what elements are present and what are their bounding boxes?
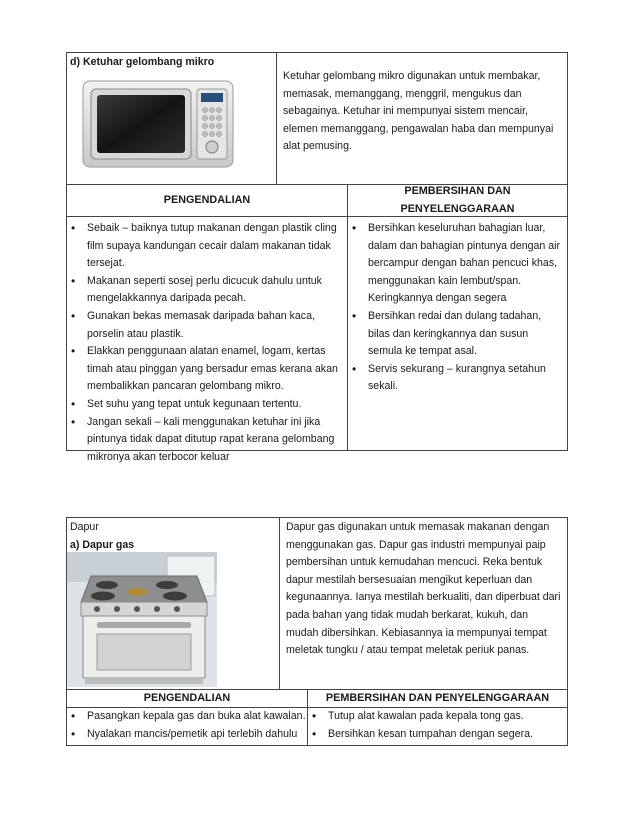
list-item: • Nyalakan mancis/pemetik api terlebih dahulu	[67, 726, 307, 744]
microwave-pembersihan-cell	[347, 217, 567, 450]
gas-stove-table	[66, 517, 568, 746]
list-item: • Elakkan penggunaan alatan enamel, logam, kertas timah atau pinggan yang bersadur emas kerana akan membalikkan pancaran gelombang mikro.	[67, 343, 339, 396]
stove-description-cell	[279, 518, 567, 689]
stove-header-pengendalian: PENGENDALIAN	[143, 691, 231, 704]
microwave-description: Ketuhar gelombang mikro digunakan untuk membakar, memasak, memanggang, menggril, mengukus dan sebagainya. Ketuhar ini mempunyai sistem mencair, elemen memanggang, pengawalan haba dan mempunyai alat pemusing.	[283, 70, 554, 153]
microwave-table	[66, 52, 568, 463]
stove-top-row	[67, 518, 567, 689]
list-item: • Sebaik – baiknya tutup makanan dengan plastik cling film supaya kandungan cecair dalam makanan tidak tersejat.	[67, 220, 339, 273]
stove-header-pembersihan: PEMBERSIHAN DAN PENYELENGGARAAN	[307, 690, 567, 707]
stove-body-row	[67, 707, 567, 745]
stove-title: a) Dapur gas	[70, 538, 135, 551]
list-item: • Gunakan bekas memasak daripada bahan kaca, porselin atau plastik.	[67, 308, 339, 343]
list-item: • Set suhu yang tepat untuk kegunaan tertentu.	[67, 396, 339, 414]
stove-header-row	[67, 689, 567, 707]
microwave-header-pengendalian: PENGENDALIAN	[163, 193, 251, 206]
microwave-title: d) Ketuhar gelombang mikro	[70, 56, 215, 68]
list-item: • Servis sekurang – kurangnya setahun sekali.	[348, 361, 565, 396]
stove-pembersihan-cell	[307, 708, 567, 745]
microwave-header-pembersihan: PEMBERSIHAN DAN PENYELENGGARAAN	[347, 185, 567, 216]
gas-stove-photo	[67, 552, 217, 687]
stove-pembersihan-list	[308, 708, 567, 743]
microwave-pembersihan-list	[348, 220, 565, 396]
microwave-top-row	[67, 53, 567, 184]
microwave-description-cell	[276, 53, 567, 184]
stove-pengendalian-cell	[67, 708, 307, 745]
microwave-pengendalian-cell	[67, 217, 347, 463]
stove-description: Dapur gas digunakan untuk memasak makanan dengan menggunakan gas. Dapur gas industri mempunyai paip pembersihan untuk kemudahan mencuci. Reka bentuk dapur mestilah bersesuaian mengikut keperluan dan kegunaannya. Ianya mestilah berkualiti, dan diperbuat dari pada bahan yang tidak mudah berkarat, kukuh, dan mudah dibersihkan. Kebiasannya ia mempunyai tempat meletak tungku / atau tempat meletak periuk panas.	[286, 521, 561, 657]
microwave-header-row	[67, 184, 567, 216]
microwave-pengendalian-list	[67, 220, 339, 466]
list-item: • Tutup alat kawalan pada kepala tong gas.	[308, 708, 567, 726]
stove-section-title: Dapur	[70, 521, 99, 533]
list-item: • Bersihkan kesan tumpahan dengan segera.	[308, 726, 567, 744]
microwave-oven-photo	[81, 75, 235, 173]
stove-image-cell	[67, 518, 279, 689]
microwave-body-row	[67, 216, 567, 463]
list-item: • Makanan seperti sosej perlu dicucuk dahulu untuk mengelakkannya daripada pecah.	[67, 273, 339, 308]
stove-pengendalian-list	[67, 708, 307, 743]
list-item: • Bersihkan keseluruhan bahagian luar, dalam dan bahagian pintunya dengan air bercampur dengan bahan pencuci khas, menggunakan kain lembut/span. Keringkannya dengan segera	[348, 220, 565, 308]
list-item: • Jangan sekali – kali menggunakan ketuhar ini jika pintunya tidak dapat ditutup rapat kerana gelombang mikronya akan terbocor keluar	[67, 414, 339, 467]
list-item: • Pasangkan kepala gas dan buka alat kawalan.	[67, 708, 307, 726]
microwave-image-cell	[67, 53, 276, 184]
list-item: • Bersihkan redai dan dulang tadahan, bilas dan keringkannya dan susun semula ke tempat asal.	[348, 308, 565, 361]
